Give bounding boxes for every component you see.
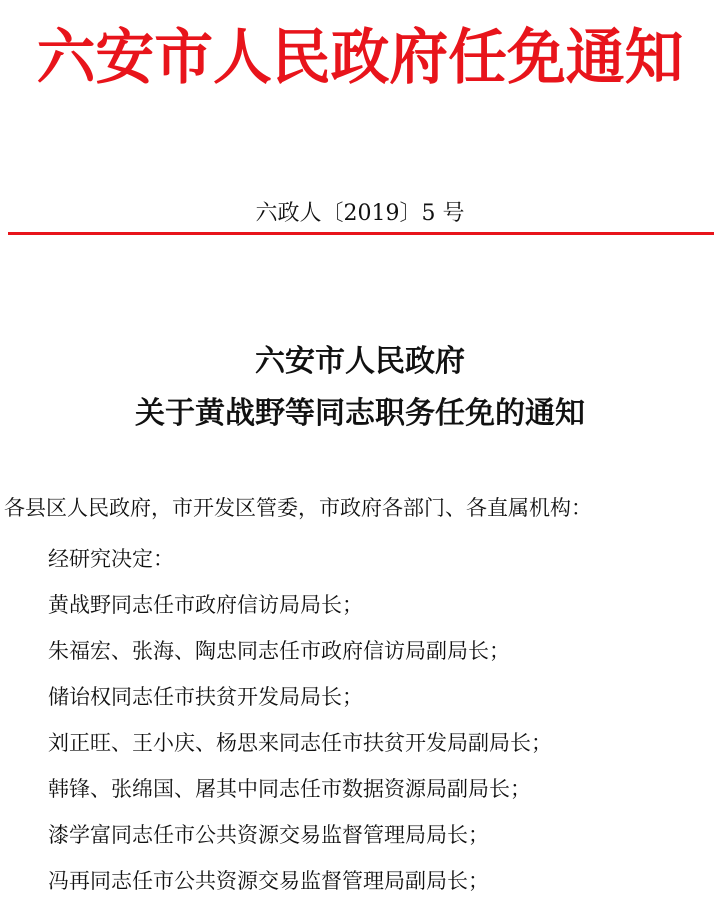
appointment-list xyxy=(48,536,716,904)
red-divider-line xyxy=(8,232,714,235)
appointment-item: 储诒权同志任市扶贫开发局局长； xyxy=(48,685,363,709)
appointment-item: 韩锋、张绵国、屠其中同志任市数据资源局副局长； xyxy=(48,777,531,801)
appointment-item: 黄战野同志任市政府信访局局长； xyxy=(48,593,363,617)
appointment-item: 刘正旺、王小庆、杨思来同志任市扶贫开发局副局长； xyxy=(48,731,552,755)
salutation: 各县区人民政府，市开发区管委，市政府各部门、各直属机构： xyxy=(4,496,592,520)
appointment-item: 冯再同志任市公共资源交易监督管理局副局长； xyxy=(48,869,489,893)
masthead-title: 六安市人民政府任免通知 xyxy=(36,23,684,93)
appointment-item: 朱福宏、张海、陶忠同志任市政府信访局副局长； xyxy=(48,639,510,663)
appointment-item: 漆学富同志任市公共资源交易监督管理局局长； xyxy=(48,823,489,847)
notice-title-line-2: 关于黄战野等同志职务任免的通知 xyxy=(135,396,585,431)
document-number: 六政人〔2019〕5 号 xyxy=(255,201,465,226)
body-line-decision: 经研究决定： xyxy=(48,547,174,571)
notice-title-line-1: 六安市人民政府 xyxy=(255,344,465,379)
